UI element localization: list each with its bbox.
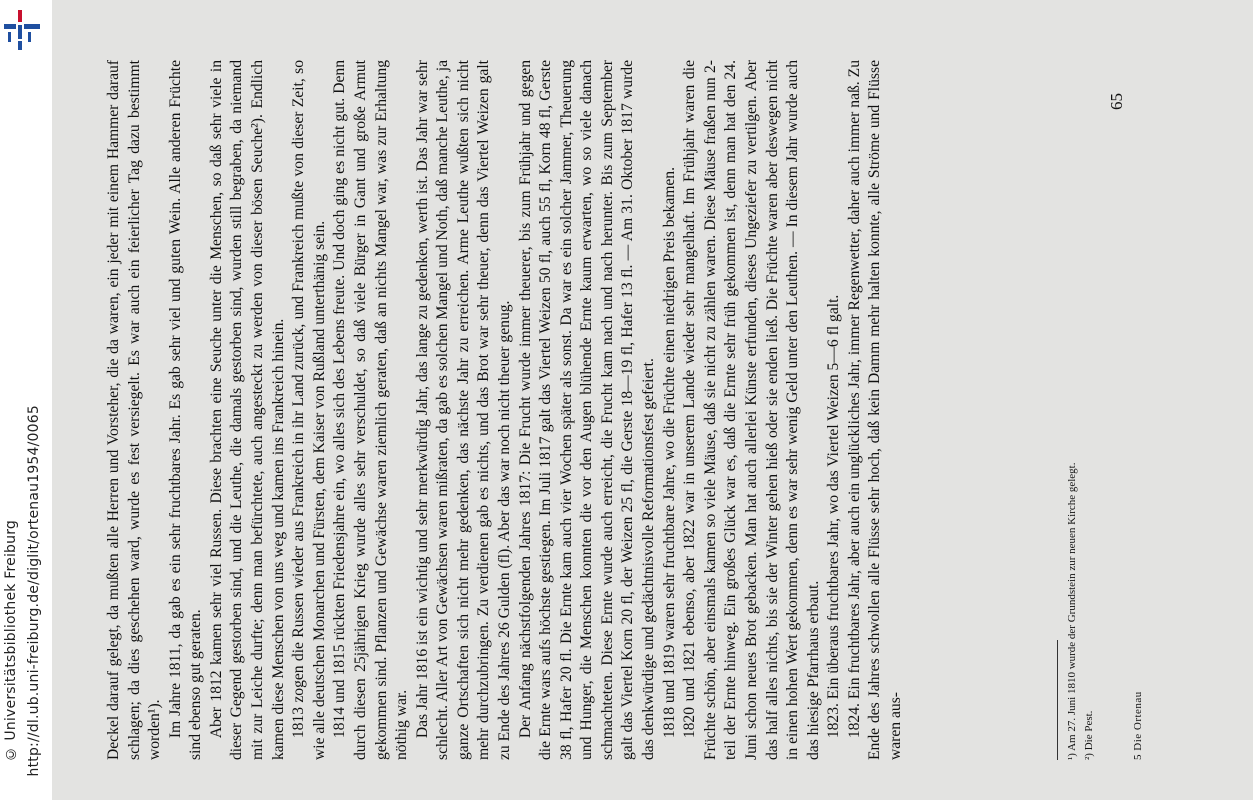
copyright-credit: © Universitätsbibliothek Freiburg xyxy=(3,520,19,762)
paragraph: 1824. Ein fruchtbares Jahr, aber auch ein unglückliches Jahr, immer Regenwetter, daher auch immer naß. Zu Ende des Jahres schwollen alle Flüsse sehr hoch, daß kein Damm mehr halten konnte, alle Ströme und Flüsse waren aus- xyxy=(845,60,904,760)
paragraph: 1818 und 1819 waren sehr fruchtbare Jahre, wo die Früchte einen niedrigen Preis bekamen. xyxy=(660,167,678,739)
paragraph: 1813 zogen die Russen wieder aus Frankreich in ihr Land zurück, und Frankreich mußte von dieser Zeit, so wie alle deutschen Monarchen und Fürsten, dem Kaiser von Rußland unterthänig sein. xyxy=(290,60,328,760)
paragraph: Aber 1812 kamen sehr viel Russen. Diese brachten eine Seuche unter die Menschen, so daß sehr viele in dieser Gegend gestorben sind, und die Leuthe, die damals gestorben sind, wurden still begraben, da niemand mit zur Leiche durfte; denn man befürchtete, auch angesteckt zu werden von dieser bösen Seuche²). Endlich kamen diese Menschen von uns weg und kamen ins Frankreich hinein. xyxy=(207,60,287,760)
library-logo-icon xyxy=(4,10,44,50)
paragraph: Im Jahre 1811, da gab es ein sehr fruchtbares Jahr. Es gab sehr viel und guten Wein. Alle anderen Früchte sind ebenso gut geraten. xyxy=(166,60,205,760)
footnotes xyxy=(1064,60,1098,760)
main-text xyxy=(104,60,907,760)
paragraph: 1823. Ein überaus fruchtbares Jahr, wo das Viertel Weizen 5—6 fl galt. xyxy=(825,294,843,739)
rotated-page-content xyxy=(52,0,1253,800)
scanned-page xyxy=(52,0,1253,800)
footnote: ¹) Am 27. Juni 1810 wurde der Grundstein zur neuen Kirche gelegt. xyxy=(1066,462,1078,760)
paragraph: Der Anfang nächstfolgenden Jahres 1817: Die Frucht wurde immer theuerer, bis zum Frühjahr und gegen die Ernte wars aufs höchste gestiegen. Im Juli 1817 galt das Viertel Weizen 50 fl, auch 55 fl, Korn 48 fl, Gerste 38 fl, Hafer 20 fl. Die Ernte kam auch vier Wochen später als sonst. Da war es ein solcher Jammer, Theuerung und Hunger, die Menschen konnten die vor den Augen blühende Ernte kaum erwarten, wo so viele danach schmachteten. Diese Ernte wurde auch erreicht, die Frucht kam nach und nach herunter. Bis zum September galt das Viertel Korn 20 fl, der Weizen 25 fl, die Gerste 18—19 fl, Hafer 13 fl. — Am 31. Oktober 1817 wurde das denkwürdige und gedächtnisvolle Reformationsfest gefeiert. xyxy=(516,60,658,760)
paragraph: Deckel darauf gelegt, da mußten alle Herren und Vorsteher, die da waren, ein jeder mit einem Hammer darauf schlagen; da dies geschehen ward, wurde es fest versiegelt. Es war auch ein feierlicher Tag dazu bestimmt worden¹). xyxy=(105,60,164,760)
paragraph: 1820 und 1821 ebenso, aber 1822 war in unserem Lande wieder sehr mangelhaft. Im Frühjahr waren die Früchte schön, aber einsmals kamen so viele Mäuse, daß sie nicht zu zählen waren. Diese Mäuse fraßen nun 2-teil der Ernte hinweg. Ein großes Glück war es, daß die Ernte sehr früh gekommen ist, denn man hat den 24. Juni schon neues Brot gebacken. Man hat auch allerlei Künste erfunden, dieses Ungeziefer zu vertilgen. Aber das half alles nichts, bis sie der Winter gehen hieß oder sie enden ließ. Die Früchte waren aber deswegen nicht in einen hohen Wert gekommen, denn es war sehr wenig Geld unter den Leuthen. — In diesem Jahr wurde auch das hiesige Pfarrhaus erbaut. xyxy=(681,60,822,760)
footnote: ²) Die Pest. xyxy=(1083,710,1096,760)
paragraph: 1814 und 1815 rückten Friedensjahre ein, wo alles sich des Lebens freute. Und doch ging es nicht gut. Denn durch diesen 25jährigen Krieg wurde alles sehr verschuldet, so daß viele Bürger in Gant und große Armut gekommen sind. Pflanzen und Gewächse waren ziemlich geraten, daß an nichts Mangel war, was zur Erhaltung nöthig war. xyxy=(331,60,411,760)
page-number: 65 xyxy=(1107,93,1126,110)
signature-mark: 5 Die Ortenau xyxy=(1132,691,1144,760)
footnote-divider xyxy=(1057,640,1058,760)
source-url[interactable]: http://dl.ub.uni-freiburg.de/diglit/ortenau1954/0065 xyxy=(26,405,42,777)
paragraph: Das Jahr 1816 ist ein wichtig und sehr merkwürdig Jahr, das lange zu gedenken, werth ist. Das Jahr war sehr schlecht. Aller Art von Gewächsen waren mißraten, da gab es solchen Mangel und Noth, daß manche Leuthe, ja ganze Ortschaften sich nicht mehr gedenken, das nächste Jahr zu erreichen. Arme Leuthe wußten sich nicht mehr durchzubringen. Zu verdienen gab es nichts, und das Brot war sehr theuer, denn das Viertel Weizen galt zu Ende des Jahres 26 Gulden (fl). Aber das war noch nicht theuer genug. xyxy=(413,60,513,760)
margin-strip xyxy=(0,0,52,800)
